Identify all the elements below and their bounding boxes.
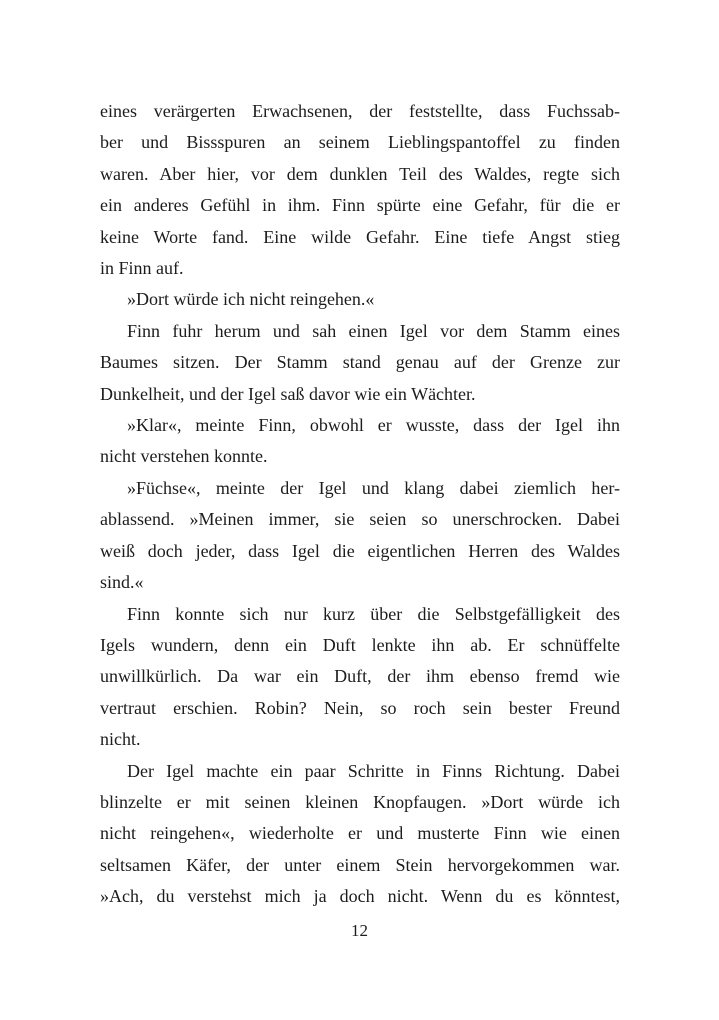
paragraph [100,599,620,756]
text-line: nicht. [100,729,141,750]
text-line: in Finn auf. [100,258,184,279]
text-line: seltsamen Käfer, der unter einem Stein hervorgekommen war. [100,854,620,875]
text-line: nicht verstehen konnte. [100,446,268,467]
text-line: keine Worte fand. Eine wilde Gefahr. Eine tiefe Angst stieg [100,226,620,247]
text-line: blinzelte er mit seinen kleinen Knopfaugen. »Dort würde ich [100,791,620,812]
text-line: unwillkürlich. Da war ein Duft, der ihm ebenso fremd wie [100,666,620,687]
page-text [100,96,620,913]
paragraph [100,410,620,473]
paragraph [100,756,620,913]
text-line: vertraut erschien. Robin? Nein, so roch sein bester Freund [100,697,620,718]
page-number: 12 [351,921,368,940]
text-line: ablassend. »Meinen immer, sie seien so unerschrocken. Dabei [100,509,620,530]
paragraph [100,96,620,284]
text-line: »Klar«, meinte Finn, obwohl er wusste, dass der Igel ihn [127,415,620,436]
text-line: waren. Aber hier, vor dem dunklen Teil des Waldes, regte sich [100,163,620,184]
text-line: Finn fuhr herum und sah einen Igel vor dem Stamm eines [127,320,620,341]
text-line: Igels wundern, denn ein Duft lenkte ihn ab. Er schnüffelte [100,634,620,655]
text-line: »Dort würde ich nicht reingehen.« [127,289,375,310]
text-line: ber und Bissspuren an seinem Lieblingspantoffel zu finden [100,132,620,153]
paragraph [100,284,620,315]
text-line: Der Igel machte ein paar Schritte in Finns Richtung. Dabei [127,760,620,781]
text-line: nicht reingehen«, wiederholte er und musterte Finn wie einen [100,823,620,844]
text-line: weiß doch jeder, dass Igel die eigentlichen Herren des Waldes [100,540,620,561]
text-line: eines verärgerten Erwachsenen, der feststellte, dass Fuchssab- [100,101,620,121]
text-line: »Ach, du verstehst mich ja doch nicht. Wenn du es könntest, [100,886,620,907]
paragraph [100,316,620,410]
text-line: Baumes sitzen. Der Stamm stand genau auf der Grenze zur [100,352,620,373]
text-line: ein anderes Gefühl in ihm. Finn spürte eine Gefahr, für die er [100,195,620,216]
text-line: »Füchse«, meinte der Igel und klang dabei ziemlich her- [127,477,620,498]
text-line: sind.« [100,572,144,593]
paragraph [100,473,620,599]
text-line: Dunkelheit, und der Igel saß davor wie ein Wächter. [100,383,476,404]
text-line: Finn konnte sich nur kurz über die Selbstgefälligkeit des [127,603,620,624]
